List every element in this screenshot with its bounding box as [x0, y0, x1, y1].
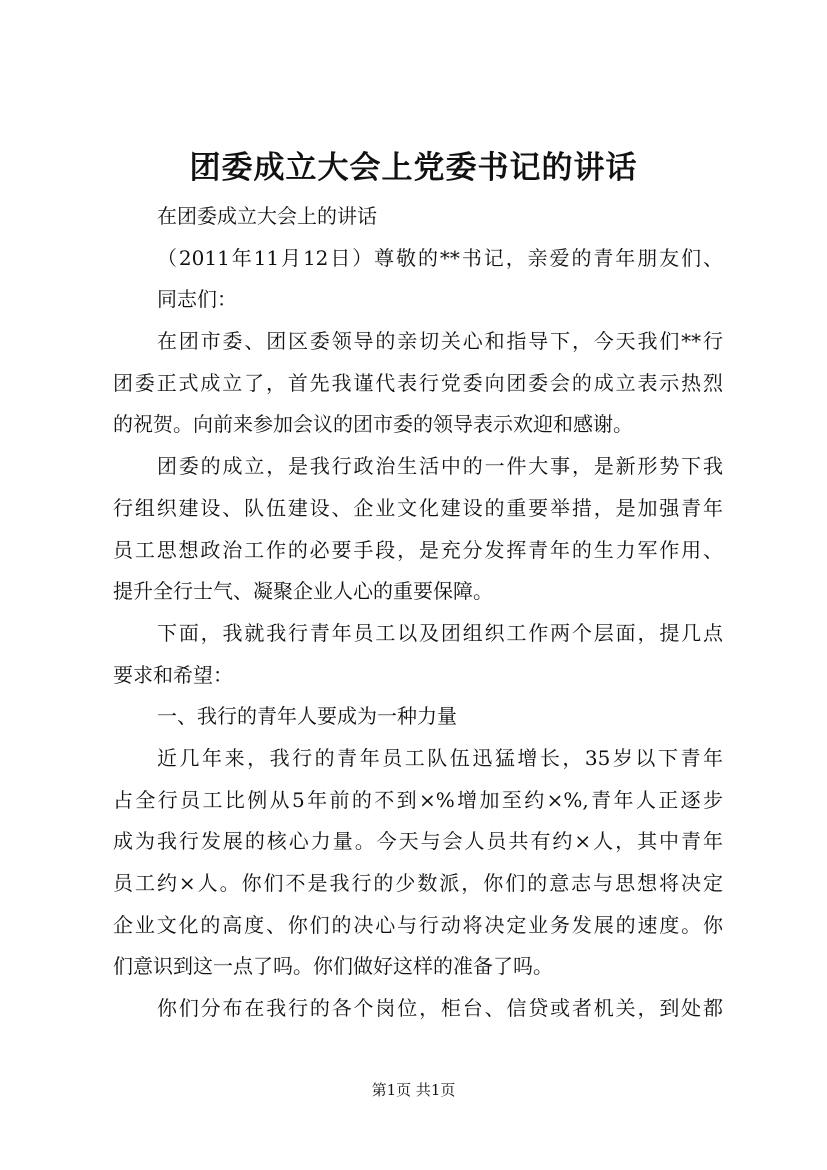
page-footer: 第1页 共1页 — [371, 1081, 456, 1099]
paragraph-line: 占全行员工比例从5年前的不到×%增加至约×%,青年人正逐步 — [113, 787, 723, 812]
paragraph-line: 团委的成立，是我行政治生活中的一件大事，是新形势下我 — [157, 454, 723, 479]
paragraph-line: 下面，我就我行青年员工以及团组织工作两个层面，提几点 — [157, 620, 723, 645]
paragraph-line: 在团市委、团区委领导的亲切关心和指导下，今天我们**行 — [157, 329, 723, 354]
document-body — [113, 196, 723, 1030]
paragraph-line: 你们分布在我行的各个岗位，柜台、信贷或者机关，到处都 — [157, 996, 723, 1021]
paragraph-line: 近几年来，我行的青年员工队伍迅猛增长，35岁以下青年 — [157, 745, 723, 770]
paragraph-line: 员工约×人。你们不是我行的少数派，你们的意志与思想将决定 — [113, 871, 723, 895]
paragraph-line: （2011年11月12日）尊敬的**书记，亲爱的青年朋友们、 — [157, 245, 723, 270]
paragraph-line: 团委正式成立了，首先我谨代表行党委向团委会的成立表示热烈 — [113, 370, 723, 395]
paragraph-line: 要求和希望： — [113, 662, 233, 687]
paragraph-line: 提升全行士气、凝聚企业人心的重要保障。 — [113, 579, 493, 604]
paragraph-line: 的祝贺。向前来参加会议的团市委的领导表示欢迎和感谢。 — [113, 412, 633, 437]
paragraph-line: 成为我行发展的核心力量。今天与会人员共有约×人，其中青年 — [113, 829, 723, 854]
paragraph-line: 企业文化的高度、你们的决心与行动将决定业务发展的速度。你 — [113, 912, 723, 937]
section-heading: 一、我行的青年人要成为一种力量 — [157, 704, 457, 729]
paragraph-line: 在团委成立大会上的讲话 — [157, 204, 377, 228]
document-title: 团委成立大会上党委书记的讲话 — [189, 150, 638, 186]
paragraph-line: 们意识到这一点了吗。你们做好这样的准备了吗。 — [113, 954, 553, 979]
paragraph-line: 员工思想政治工作的必要手段，是充分发挥青年的生力军作用、 — [113, 537, 723, 562]
paragraph-line: 同志们： — [157, 287, 237, 312]
paragraph-line: 行组织建设、队伍建设、企业文化建设的重要举措，是加强青年 — [113, 495, 723, 520]
